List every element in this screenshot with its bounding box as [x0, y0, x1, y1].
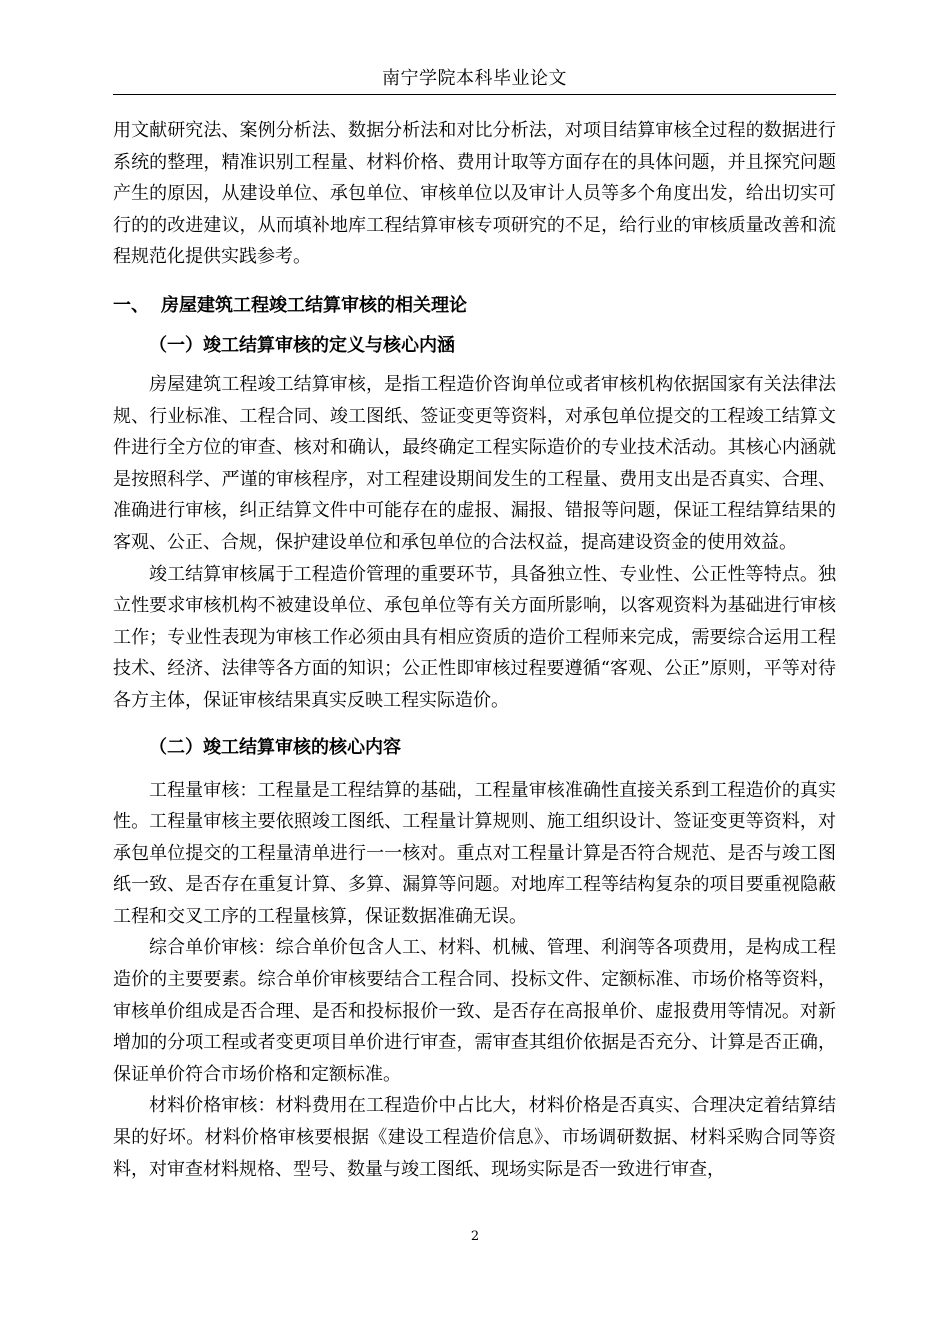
body-paragraph: 房屋建筑工程竣工结算审核，是指工程造价咨询单位或者审核机构依据国家有关法律法规、行业标准、工程合同、竣工图纸、签证变更等资料，对承包单位提交的工程竣工结算文件进行全方位的审查、核对和确认，最终确定工程实际造价的专业技术活动。其核心内涵就是按照科学、严谨的审核程序，对工程建设期间发生的工程量、费用支出是否真实、合理、准确进行审核，纠正结算文件中可能存在的虚报、漏报、错报等问题，保证工程结算结果的客观、公正、合规，保护建设单位和承包单位的合法权益，提高建设资金的使用效益。 [113, 373, 836, 553]
subsection-heading-2: （二）竣工结算审核的核心内容 [149, 736, 401, 758]
body-paragraph: 工程量审核：工程量是工程结算的基础，工程量审核准确性直接关系到工程造价的真实性。工程量审核主要依照竣工图纸、工程量计算规则、施工组织设计、签证变更等资料，对承包单位提交的工程量清单进行一一核对。重点对工程量计算是否符合规范、是否与竣工图纸一致、是否存在重复计算、多算、漏算等问题。对地库工程等结构复杂的项目要重视隐蔽工程和交叉工序的工程量核算，保证数据准确无误。 [113, 779, 836, 927]
intro-continuation-paragraph: 用文献研究法、案例分析法、数据分析法和对比分析法，对项目结算审核全过程的数据进行系统的整理，精准识别工程量、材料价格、费用计取等方面存在的具体问题，并且探究问题产生的原因，从建设单位、承包单位、审核单位以及审计人员等多个角度出发，给出切实可行的的改进建议，从而填补地库工程结算审核专项研究的不足，给行业的审核质量改善和流程规范化提供实践参考。 [113, 120, 836, 268]
running-header: 南宁学院本科毕业论文 [382, 68, 567, 89]
section-number: 一、 [113, 294, 149, 316]
body-paragraph: 材料价格审核：材料费用在工程造价中占比大，材料价格是否真实、合理决定着结算结果的好坏。材料价格审核要根据《建设工程造价信息》、市场调研数据、材料采购合同等资料，对审查材料规格、型号、数量与竣工图纸、现场实际是否一致进行审查， [113, 1095, 836, 1180]
section-heading-1 [113, 291, 836, 321]
header-rule [113, 94, 836, 95]
page-body [113, 115, 836, 1185]
subsection-heading-1: （一）竣工结算审核的定义与核心内涵 [149, 334, 455, 356]
page-number: 2 [470, 1229, 480, 1244]
section-title: 房屋建筑工程竣工结算审核的相关理论 [161, 294, 467, 316]
body-paragraph: 竣工结算审核属于工程造价管理的重要环节，具备独立性、专业性、公正性等特点。独立性要求审核机构不被建设单位、承包单位等有关方面所影响，以客观资料为基础进行审核工作；专业性表现为审核工作必须由具有相应资质的造价工程师来完成，需要综合运用工程技术、经济、法律等各方面的知识；公正性即审核过程要遵循“客观、公正”原则，平等对待各方主体，保证审核结果真实反映工程实际造价。 [113, 563, 836, 711]
body-paragraph: 综合单价审核：综合单价包含人工、材料、机械、管理、利润等各项费用，是构成工程造价的主要要素。综合单价审核要结合工程合同、投标文件、定额标准、市场价格等资料，审核单价组成是否合理、是否和投标报价一致、是否存在高报单价、虚报费用等情况。对新增加的分项工程或者变更项目单价进行审查，需审查其组价依据是否充分、计算是否正确，保证单价符合市场价格和定额标准。 [113, 937, 836, 1085]
